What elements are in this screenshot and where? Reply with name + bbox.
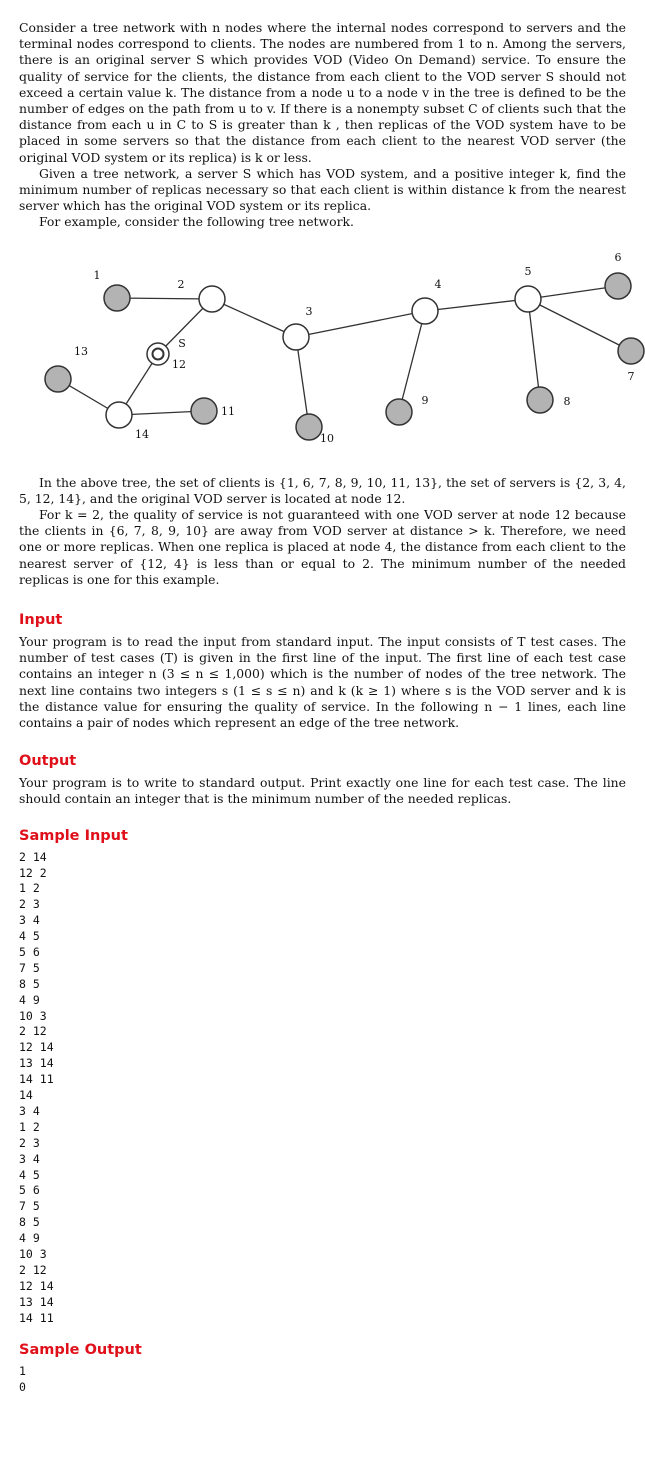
sample-input-line: 13 14 — [19, 1294, 54, 1309]
sample-input-line: 2 12 — [19, 1024, 47, 1039]
client-node-11 — [191, 398, 217, 424]
node-label-11: 11 — [221, 404, 235, 418]
sample-input-line: 10 3 — [19, 1008, 47, 1023]
input-heading: Input — [19, 612, 63, 629]
node-label-1: 1 — [93, 268, 101, 282]
explanation-paragraph-2: For k = 2, the quality of service is not guaranteed with one VOD server at node 12 because the clients in {6, 7, 8, 9, 10} are away from VOD server at distance > k. Therefore, we need one or more replicas. When one replica is placed at node 4, the distance from each client to the nearest server of {12, 4} is less than or equal to 2. The minimum number of the needed replicas is one for this example. — [19, 507, 626, 587]
client-node-13 — [45, 366, 71, 392]
edge-3-4 — [296, 311, 425, 337]
node-label-10: 10 — [320, 431, 334, 445]
explanation-section — [19, 475, 626, 588]
explanation-paragraph-1: In the above tree, the set of clients is {1, 6, 7, 8, 9, 10, 11, 13}, the set of servers is {2, 3, 4, 5, 12, 14}, and the original VOD server is located at node 12. — [19, 474, 626, 506]
edge-1-2 — [117, 298, 212, 299]
node-label-14: 14 — [135, 427, 149, 441]
sample-output-section — [19, 1342, 626, 1396]
intro-paragraph-1: Consider a tree network with n nodes where the internal nodes correspond to servers and the terminal nodes correspond to clients. The nodes are numbered from 1 to n. Among the servers, there is an original server S which provides VOD (Video On Demand) service. To ensure the quality of service for the clients, the distance from each client to the VOD server S should not exceed a certain value k. The distance from a node u to a node v in the tree is defined to be the number of edges on the path from u to v. If there is a nonempty subset C of clients such that the distance from each u in C to S is greater than k , then replicas of the VOD system have to be placed in some servers so that the distance from each client to the nearest VOD server (the original VOD system or its replica) is k or less. — [19, 20, 626, 165]
sample-input-line: 2 12 — [19, 1262, 47, 1277]
node-label-4: 4 — [434, 277, 442, 291]
client-node-7 — [618, 338, 644, 364]
client-node-6 — [605, 273, 631, 299]
client-node-8 — [527, 387, 553, 413]
sample-input-line: 7 5 — [19, 960, 40, 975]
output-heading: Output — [19, 753, 77, 770]
client-node-9 — [386, 399, 412, 425]
node-label-6: 6 — [614, 250, 622, 264]
sample-input-line: 8 5 — [19, 976, 40, 991]
sample-input-line: 3 4 — [19, 1103, 40, 1118]
sample-input-line: 2 3 — [19, 897, 40, 912]
intro-section — [19, 20, 626, 231]
node-label-7: 7 — [627, 369, 635, 383]
sample-input-line: 1 2 — [19, 881, 40, 896]
sample-output-heading: Sample Output — [19, 1342, 142, 1359]
node-label-9: 9 — [421, 393, 429, 407]
edge-2-3 — [212, 299, 296, 337]
sample-input-heading: Sample Input — [19, 827, 128, 844]
tree-network-diagram — [0, 235, 645, 475]
sample-input-block — [19, 850, 626, 1327]
sample-output-line: 0 — [19, 1380, 26, 1395]
sample-input-line: 4 9 — [19, 1231, 40, 1246]
problem-page — [19, 20, 635, 1396]
sample-input-line: 2 14 — [19, 849, 47, 864]
tree-network-figure — [0, 235, 645, 475]
sample-input-line: 14 11 — [19, 1310, 54, 1325]
sample-input-section — [19, 828, 626, 1327]
edge-5-8 — [528, 299, 540, 400]
node-label-5: 5 — [524, 264, 532, 278]
sample-input-line: 13 14 — [19, 1056, 54, 1071]
vod-server-label: S — [178, 336, 186, 350]
sample-input-line: 3 4 — [19, 913, 40, 928]
input-description: Your program is to read the input from standard input. The input consists of T test cases. The number of test cases (T) is given in the first line of the input. The first line of each test case contains an integer n (3 ≤ n ≤ 1,000) which is the number of nodes of the tree network. The next line contains two integers s (1 ≤ s ≤ n) and k (k ≥ 1) where s is the VOD server and k is the distance value for ensuring the quality of service. In the following n − 1 lines, each line contains a pair of nodes which represent an edge of the tree network. — [19, 634, 626, 731]
sample-input-line: 3 4 — [19, 1151, 40, 1166]
sample-input-line: 1 2 — [19, 1119, 40, 1134]
sample-input-line: 10 3 — [19, 1246, 47, 1261]
sample-input-line: 2 3 — [19, 1135, 40, 1150]
input-section — [19, 612, 626, 731]
intro-paragraph-2: Given a tree network, a server S which has VOD system, and a positive integer k, find the minimum number of replicas necessary so that each client is within distance k from the nearest server which has the original VOD system or its replica. — [19, 165, 626, 214]
sample-input-line: 12 14 — [19, 1040, 54, 1055]
node-label-3: 3 — [305, 304, 313, 318]
sample-input-line: 4 5 — [19, 929, 40, 944]
sample-input-line: 4 5 — [19, 1167, 40, 1182]
output-section — [19, 753, 626, 807]
node-label-2: 2 — [177, 277, 185, 291]
server-node-5 — [515, 286, 541, 312]
sample-input-line: 5 6 — [19, 1183, 40, 1198]
vod-server-node-12 — [147, 343, 169, 365]
sample-input-line: 5 6 — [19, 945, 40, 960]
client-node-10 — [296, 414, 322, 440]
server-node-4 — [412, 298, 438, 324]
node-label-13: 13 — [74, 344, 88, 358]
sample-input-line: 8 5 — [19, 1215, 40, 1230]
sample-input-line: 7 5 — [19, 1199, 40, 1214]
intro-paragraph-3: For example, consider the following tree network. — [39, 214, 354, 230]
output-description: Your program is to write to standard output. Print exactly one line for each test case. The line should contain an integer that is the minimum number of the needed replicas. — [19, 775, 626, 807]
node-label-8: 8 — [563, 394, 571, 408]
sample-input-line: 14 — [19, 1088, 33, 1103]
server-node-3 — [283, 324, 309, 350]
edge-4-5 — [425, 299, 528, 311]
server-node-2 — [199, 286, 225, 312]
edge-5-7 — [528, 299, 631, 351]
sample-input-line: 14 11 — [19, 1072, 54, 1087]
sample-input-line: 12 14 — [19, 1278, 54, 1293]
sample-input-line: 4 9 — [19, 992, 40, 1007]
client-node-1 — [104, 285, 130, 311]
server-node-14 — [106, 402, 132, 428]
sample-input-line: 12 2 — [19, 865, 47, 880]
node-label-12: 12 — [172, 357, 186, 371]
sample-output-line: 1 — [19, 1364, 26, 1379]
sample-output-block — [19, 1364, 626, 1396]
